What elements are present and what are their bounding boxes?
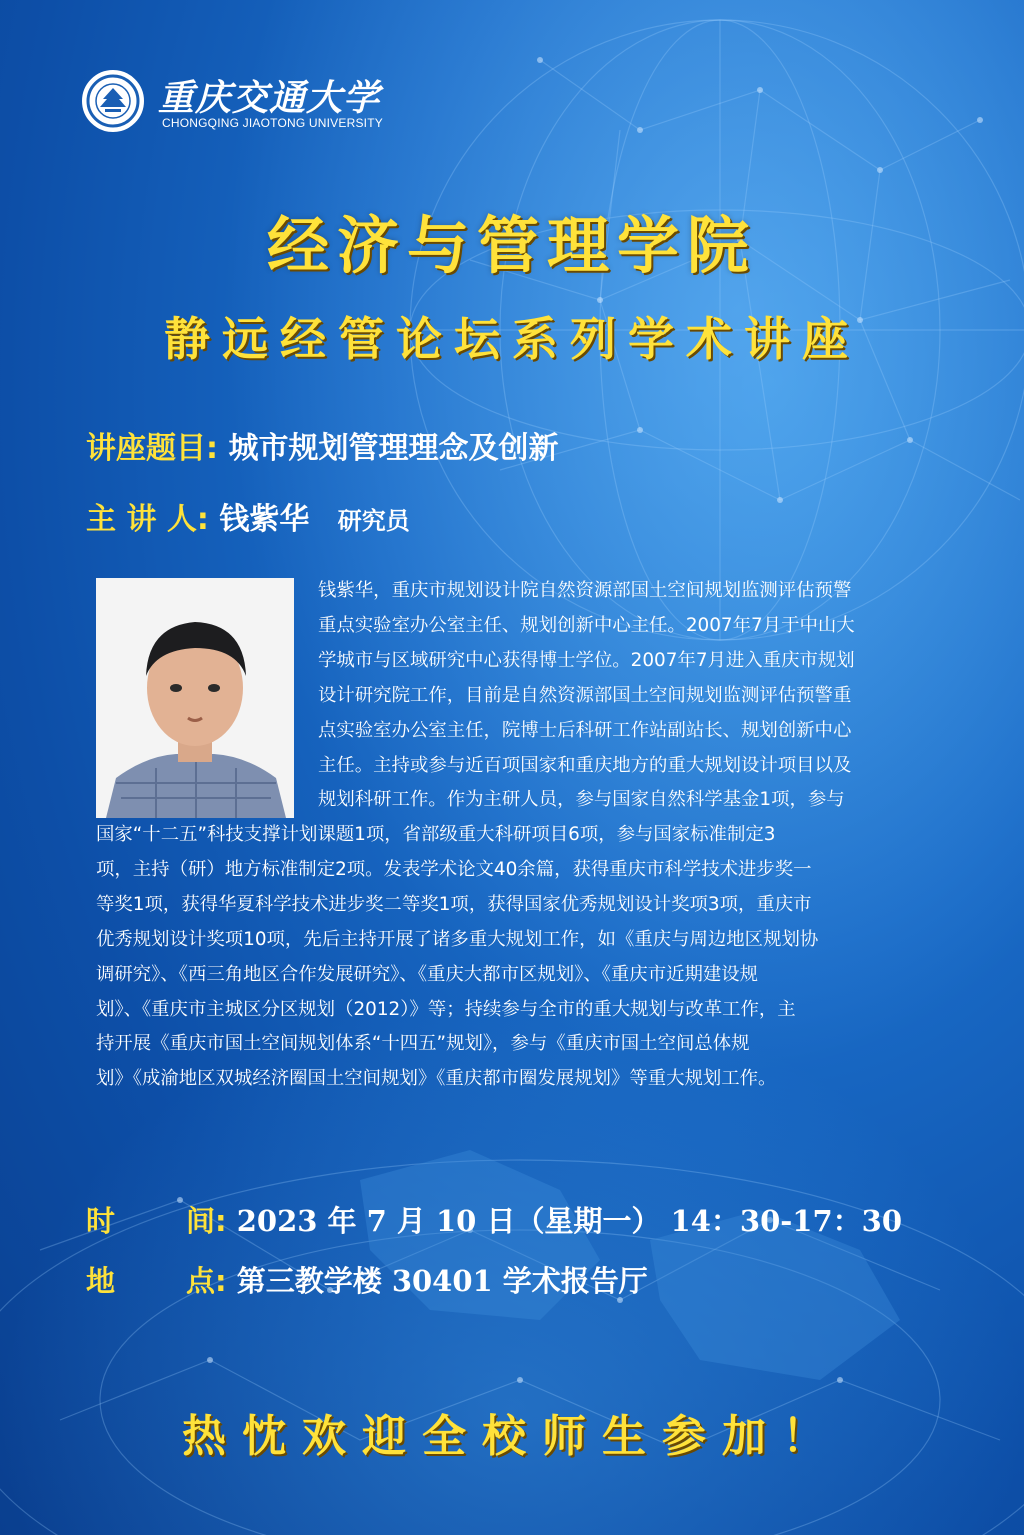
speaker-label: 主 讲 人: <box>86 502 209 537</box>
university-name-cn: 重庆交通大学 <box>158 77 381 119</box>
speaker-photo <box>96 578 294 818</box>
bio-line: 持开展《重庆市国土空间规划体系“十四五”规划》，参与《重庆市国土空间总体规 <box>96 1033 750 1055</box>
time-value: 2023 年 7 月 10 日（星期一） 14：30-17：30 <box>236 1204 903 1238</box>
speaker-row <box>86 494 410 538</box>
speaker-name: 钱紫华 <box>219 502 310 537</box>
bio-bottom-block <box>96 818 944 1097</box>
place-value: 第三教学楼 30401 学术报告厅 <box>236 1264 648 1298</box>
bio-line: 主任。主持或参与近百项国家和重庆地方的重大规划设计项目以及 <box>318 754 852 776</box>
time-label-b: 间: <box>186 1204 227 1238</box>
bio-line: 点实验室办公室主任，院博士后科研工作站副站长、规划创新中心 <box>318 719 852 741</box>
speaker-title: 研究员 <box>337 506 410 535</box>
bio-top-block <box>318 574 944 818</box>
bio-line: 调研究》、《西三角地区合作发展研究》、《重庆大都市区规划》、《重庆市近期建设规 <box>96 963 759 985</box>
bio-line: 优秀规划设计奖项10项，先后主持开展了诸多重大规划工作，如《重庆与周边地区规划协 <box>96 928 819 950</box>
bio-line: 划》《成渝地区双城经济圈国土空间规划》《重庆都市圈发展规划》等重大规划工作。 <box>96 1068 777 1090</box>
bio-line: 等奖1项，获得华夏科学技术进步奖二等奖1项，获得国家优秀规划设计奖项3项，重庆市 <box>96 893 812 915</box>
college-title: 经济与管理学院 <box>266 209 757 282</box>
topic-row <box>86 423 558 467</box>
bio-line: 钱紫华，重庆市规划设计院自然资源部国土空间规划监测评估预警 <box>318 580 852 601</box>
bio-line: 国家“十二五”科技支撑计划课题1项，省部级重大科研项目6项，参与国家标准制定3 <box>96 824 776 845</box>
welcome-slogan: 热忱欢迎全校师生参加！ <box>182 1411 842 1462</box>
topic-label: 讲座题目: <box>86 431 218 466</box>
bio-line: 设计研究院工作，目前是自然资源部国土空间规划监测评估预警重 <box>318 684 852 706</box>
bio-line: 重点实验室办公室主任、规划创新中心主任。2007年7月于中山大 <box>318 614 855 636</box>
university-seal-icon <box>82 70 144 132</box>
university-logo <box>82 68 402 136</box>
university-name-en: CHONGQING JIAOTONG UNIVERSITY <box>162 116 383 130</box>
time-row <box>86 1199 902 1240</box>
time-label-a: 时 <box>86 1204 116 1238</box>
place-label-b: 点: <box>186 1264 227 1298</box>
topic-value: 城市规划管理理念及创新 <box>228 431 559 466</box>
bio-line: 规划科研工作。作为主研人员，参与国家自然科学基金1项，参与 <box>318 789 845 811</box>
bio-line: 项，主持（研）地方标准制定2项。发表学术论文40余篇，获得重庆市科学技术进步奖一 <box>96 858 812 880</box>
place-label-a: 地 <box>86 1264 116 1298</box>
place-row <box>86 1259 648 1300</box>
bio-line: 划》、《重庆市主城区分区规划（2012）》等；持续参与全市的重大规划与改革工作，主 <box>96 998 796 1020</box>
bio-line: 学城市与区域研究中心获得博士学位。2007年7月进入重庆市规划 <box>318 649 855 671</box>
series-title: 静远经管论坛系列学术讲座 <box>164 312 860 366</box>
